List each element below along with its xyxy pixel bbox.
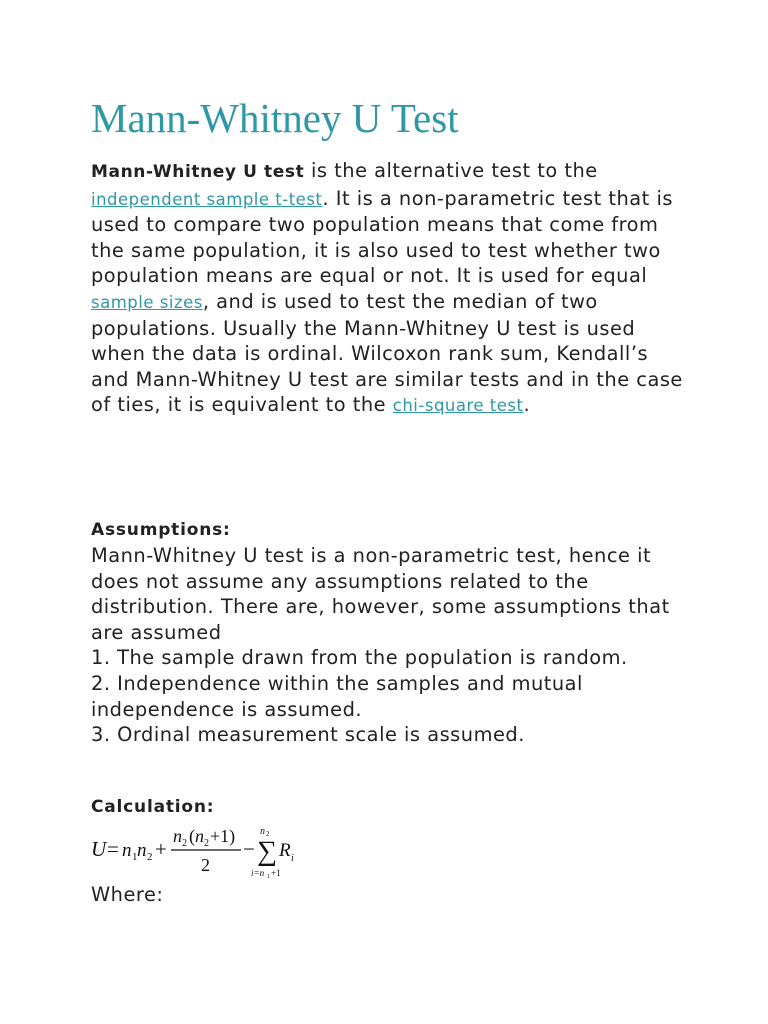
formula-plus: + [155, 837, 167, 861]
sum-upper-limit-sub: 2 [266, 830, 270, 838]
formula-paren: ( [189, 826, 195, 846]
intro-text-4: . [523, 393, 531, 417]
sum-lower-limit-tail: +1 [271, 868, 281, 878]
assumption-item: 2. Independence within the samples and mutual independence is assumed. [91, 671, 583, 721]
formula-sub: 1 [132, 851, 138, 863]
where-label: Where: [91, 883, 164, 906]
intro-text-2: . It is a non-parametric test that is used to compare two population means that come from the same population, it is also used to test whether two population means are equal or not. It is used for equal [91, 186, 673, 288]
formula-equals: = [107, 837, 119, 861]
assumptions-section [91, 543, 691, 748]
assumptions-heading: Assumptions: [91, 520, 231, 540]
assumption-item: 3. Ordinal measurement scale is assumed. [91, 723, 525, 747]
assumptions-intro: Mann-Whitney U test is a non-parametric test, hence it does not assume any assumptions related to the distribution. There are, however, some assumptions that are assumed [91, 544, 670, 644]
formula-r: R [279, 840, 291, 861]
sum-upper-limit: n [260, 826, 265, 837]
formula-sub: 2 [204, 838, 209, 849]
formula-r-sub: i [291, 853, 294, 864]
intro-lead-bold: Mann-Whitney U test [91, 162, 305, 182]
assumption-item: 1. The sample drawn from the population is random. [91, 646, 628, 670]
intro-text-1: is the alternative test to the [304, 159, 598, 182]
intro-paragraph [91, 158, 691, 419]
chi-square-test-link[interactable]: chi-square test [392, 396, 524, 416]
formula-sub: 2 [147, 851, 153, 863]
calculation-heading: Calculation: [91, 797, 215, 817]
sum-lower-limit: i=n [251, 868, 265, 878]
formula-n: n [173, 826, 182, 846]
formula-sub: 2 [182, 838, 187, 849]
formula-n: n [137, 840, 147, 861]
formula-n: n [195, 826, 204, 846]
sum-lower-limit-sub: 1 [267, 874, 270, 880]
intro-text-3: , and is used to test the median of two populations. Usually the Mann-Whitney U test is used when the data is ordinal. Wilcoxon rank sum, Kendall’s and Mann-Whitney U test are similar tests and in the case of ties, it is equivalent to the [91, 289, 683, 417]
formula-n: n [122, 840, 132, 861]
formula-lhs: U [91, 837, 107, 861]
sigma-symbol: ∑ [257, 836, 277, 867]
mann-whitney-u-formula [91, 822, 301, 880]
independent-sample-t-test-link[interactable]: independent sample t-test [91, 189, 323, 209]
formula-minus: − [243, 837, 255, 861]
page-title: Mann-Whitney U Test [91, 95, 459, 141]
sample-sizes-link[interactable]: sample sizes [91, 292, 203, 312]
formula-plus-one: +1) [210, 826, 236, 846]
formula-denominator: 2 [201, 855, 210, 875]
